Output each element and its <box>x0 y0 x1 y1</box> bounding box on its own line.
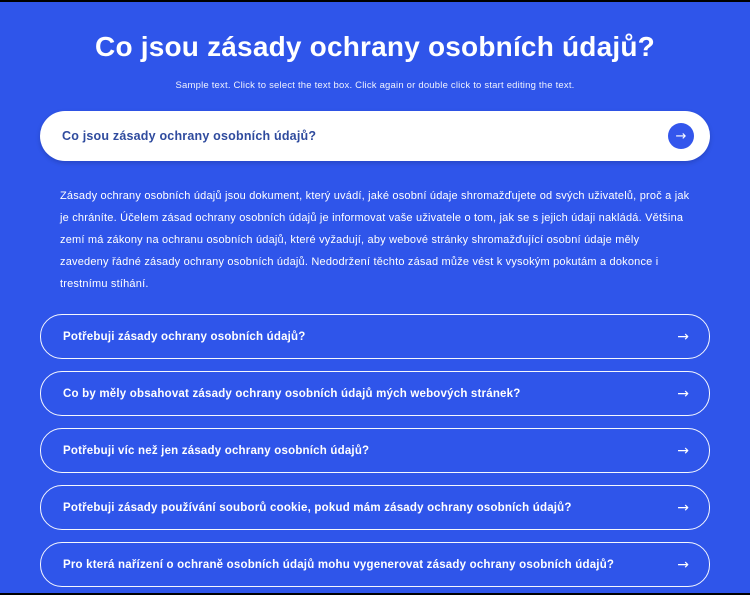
arrow-right-icon: → <box>675 128 687 144</box>
faq-item[interactable] <box>40 371 710 416</box>
page-subtitle: Sample text. Click to select the text box. Click again or double click to start editing the text. <box>175 80 575 91</box>
faq-item-label: Co by měly obsahovat zásady ochrany osobních údajů mých webových stránek? <box>63 387 521 400</box>
featured-question-label: Co jsou zásady ochrany osobních údajů? <box>62 129 317 143</box>
faq-item[interactable] <box>40 314 710 359</box>
top-edge-bar <box>0 0 750 2</box>
featured-question-card[interactable] <box>40 111 710 161</box>
arrow-circle-button[interactable] <box>668 123 694 149</box>
arrow-right-icon: → <box>677 442 689 459</box>
page-title: Co jsou zásady ochrany osobních údajů? <box>95 31 655 62</box>
faq-item-label: Potřebuji víc než jen zásady ochrany osobních údajů? <box>63 444 370 457</box>
faq-item-label: Potřebuji zásady ochrany osobních údajů? <box>63 330 306 343</box>
description-text: Zásady ochrany osobních údajů jsou dokument, který uvádí, jaké osobní údaje shromažďujete od svých uživatelů, proč a jak je chráníte. Účelem zásad ochrany osobních údajů je informovat vaše uživatele o tom, jak se s jejich údaji nakládá. Většina zemí má zákony na ochranu osobních údajů, které vyžadují, aby webové stránky shromažďující osobní údaje měly zavedeny řádné zásady ochrany osobních údajů. Nedodržení těchto zásad může vést k vysokým pokutám a dokonce i trestnímu stíhání. <box>60 190 690 290</box>
faq-item[interactable] <box>40 428 710 473</box>
faq-item-label: Pro která nařízení o ochraně osobních údajů mohu vygenerovat zásady ochrany osobních údajů? <box>63 558 615 571</box>
arrow-right-icon: → <box>677 385 689 402</box>
faq-item[interactable] <box>40 542 710 587</box>
faq-item[interactable] <box>40 485 710 530</box>
arrow-right-icon: → <box>677 328 689 345</box>
faq-item-label: Potřebuji zásady používání souborů cookie, pokud mám zásady ochrany osobních údajů? <box>63 501 572 514</box>
faq-list <box>40 314 710 587</box>
arrow-right-icon: → <box>677 499 689 516</box>
arrow-right-icon: → <box>677 556 689 573</box>
